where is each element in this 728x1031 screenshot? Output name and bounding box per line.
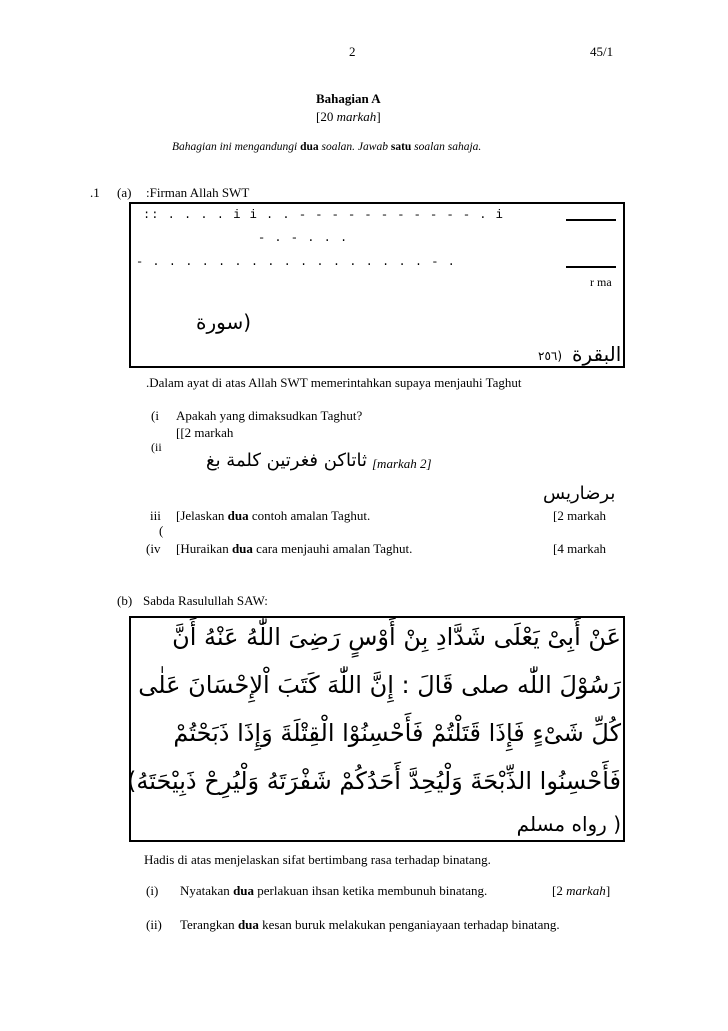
part-a-text: :Firman Allah SWT [146, 185, 250, 200]
section-instruction: Bahagian ini mengandungi dua soalan. Jawab satu soalan sahaja. [172, 141, 482, 153]
part-b-subq-ii-text: Terangkan dua kesan buruk melakukan penganiayaan terhadap binatang. [180, 917, 560, 932]
paper-code: 45/1 [590, 44, 614, 59]
hadith-line-5: ( رواه مسلم [516, 812, 621, 836]
subq-iv-marks: [4 markah [553, 541, 607, 556]
subq-ii-marks: [markah 2] [372, 456, 432, 471]
part-a-label: (a) [117, 185, 132, 200]
surah-name: البقرة [572, 342, 622, 366]
verse-garbled-line-2: - . - . . . [258, 231, 349, 245]
hadith-line-1: عَنْ أَبِىْ يَعْلَى شَدَّادِ بِنْ أَوْسٍ رَضِىَ اللّٰهُ عَنْهُ أَنَّ [172, 623, 621, 651]
subq-ii-label: (ii [151, 440, 162, 454]
subq-ii-arabic: ثاتاكن فغرتين كلمة بغ [206, 450, 367, 471]
subq-iii-marks: [2 markah [553, 508, 607, 523]
verse-garbled-line-3: - . . . . . . . . . . . . . . . . . - . [136, 255, 456, 269]
hadith-line-4: فَأَحْسِنُوا الذِّبْحَةَ وَلْيُحِدَّ أَحَدُكُمْ شَفْرَتَهُ وَلْيُرِحْ ذَبِيْحَتَهُ) [127, 767, 621, 795]
subq-i-marks: [[2 markah [176, 425, 234, 440]
page-number: 2 [349, 44, 356, 59]
subq-i-text: Apakah yang dimaksudkan Taghut? [176, 408, 363, 423]
part-a-description: .Dalam ayat di atas Allah SWT memerintahkan supaya menjauhi Taghut [146, 375, 522, 390]
hadith-line-2: رَسُوْلَ اللّٰه صلى قَالَ : إِنَّ اللّٰهَ كَتَبَ اْلإِحْسَانَ عَلٰى [138, 671, 621, 699]
subq-iii-paren: ( [159, 523, 164, 538]
section-title: Bahagian A [316, 91, 381, 106]
surah-label: (سورة [196, 310, 252, 334]
question-number: .1 [90, 185, 100, 200]
verse-garbled-line-1: :: . . . . i i . . - - - - - - - - - - - . i [143, 208, 504, 222]
subq-iv-text: [Huraikan dua cara menjauhi amalan Taghut. [176, 541, 413, 556]
verse-rule-1 [566, 219, 616, 221]
section-marks: [20 markah] [316, 109, 381, 124]
subq-ii-arabic-2: برضاريس [543, 483, 616, 504]
subq-iv-label: (iv [146, 541, 161, 556]
verse-ref-number: (٢٥٦ [538, 349, 563, 363]
part-b-subq-ii-label: (ii) [146, 917, 162, 932]
part-b-subq-i-label: (i) [146, 883, 159, 898]
part-b-description: Hadis di atas menjelaskan sifat bertimbang rasa terhadap binatang. [144, 852, 491, 867]
subq-i-label: (i [151, 408, 159, 423]
part-b-text: Sabda Rasulullah SAW: [143, 593, 268, 608]
verse-rule-2 [566, 266, 616, 268]
part-b-subq-i-text: Nyatakan dua perlakuan ihsan ketika membunuh binatang. [180, 883, 488, 898]
quran-verse-box [129, 202, 625, 368]
subq-iii-text: [Jelaskan dua contoh amalan Taghut. [176, 508, 371, 523]
part-b-subq-i-marks: [2 markah] [552, 883, 611, 898]
verse-garbled-end: r ma [590, 275, 612, 289]
hadith-line-3: كُلِّ شَىْءٍ فَإِذَا قَتَلْتُمْ فَأَحْسِنُوْا الْقِتْلَةَ وَإِذَا ذَبَحْتُمْ [173, 719, 621, 747]
subq-iii-label: iii [150, 508, 161, 523]
part-b-label: (b) [117, 593, 133, 608]
